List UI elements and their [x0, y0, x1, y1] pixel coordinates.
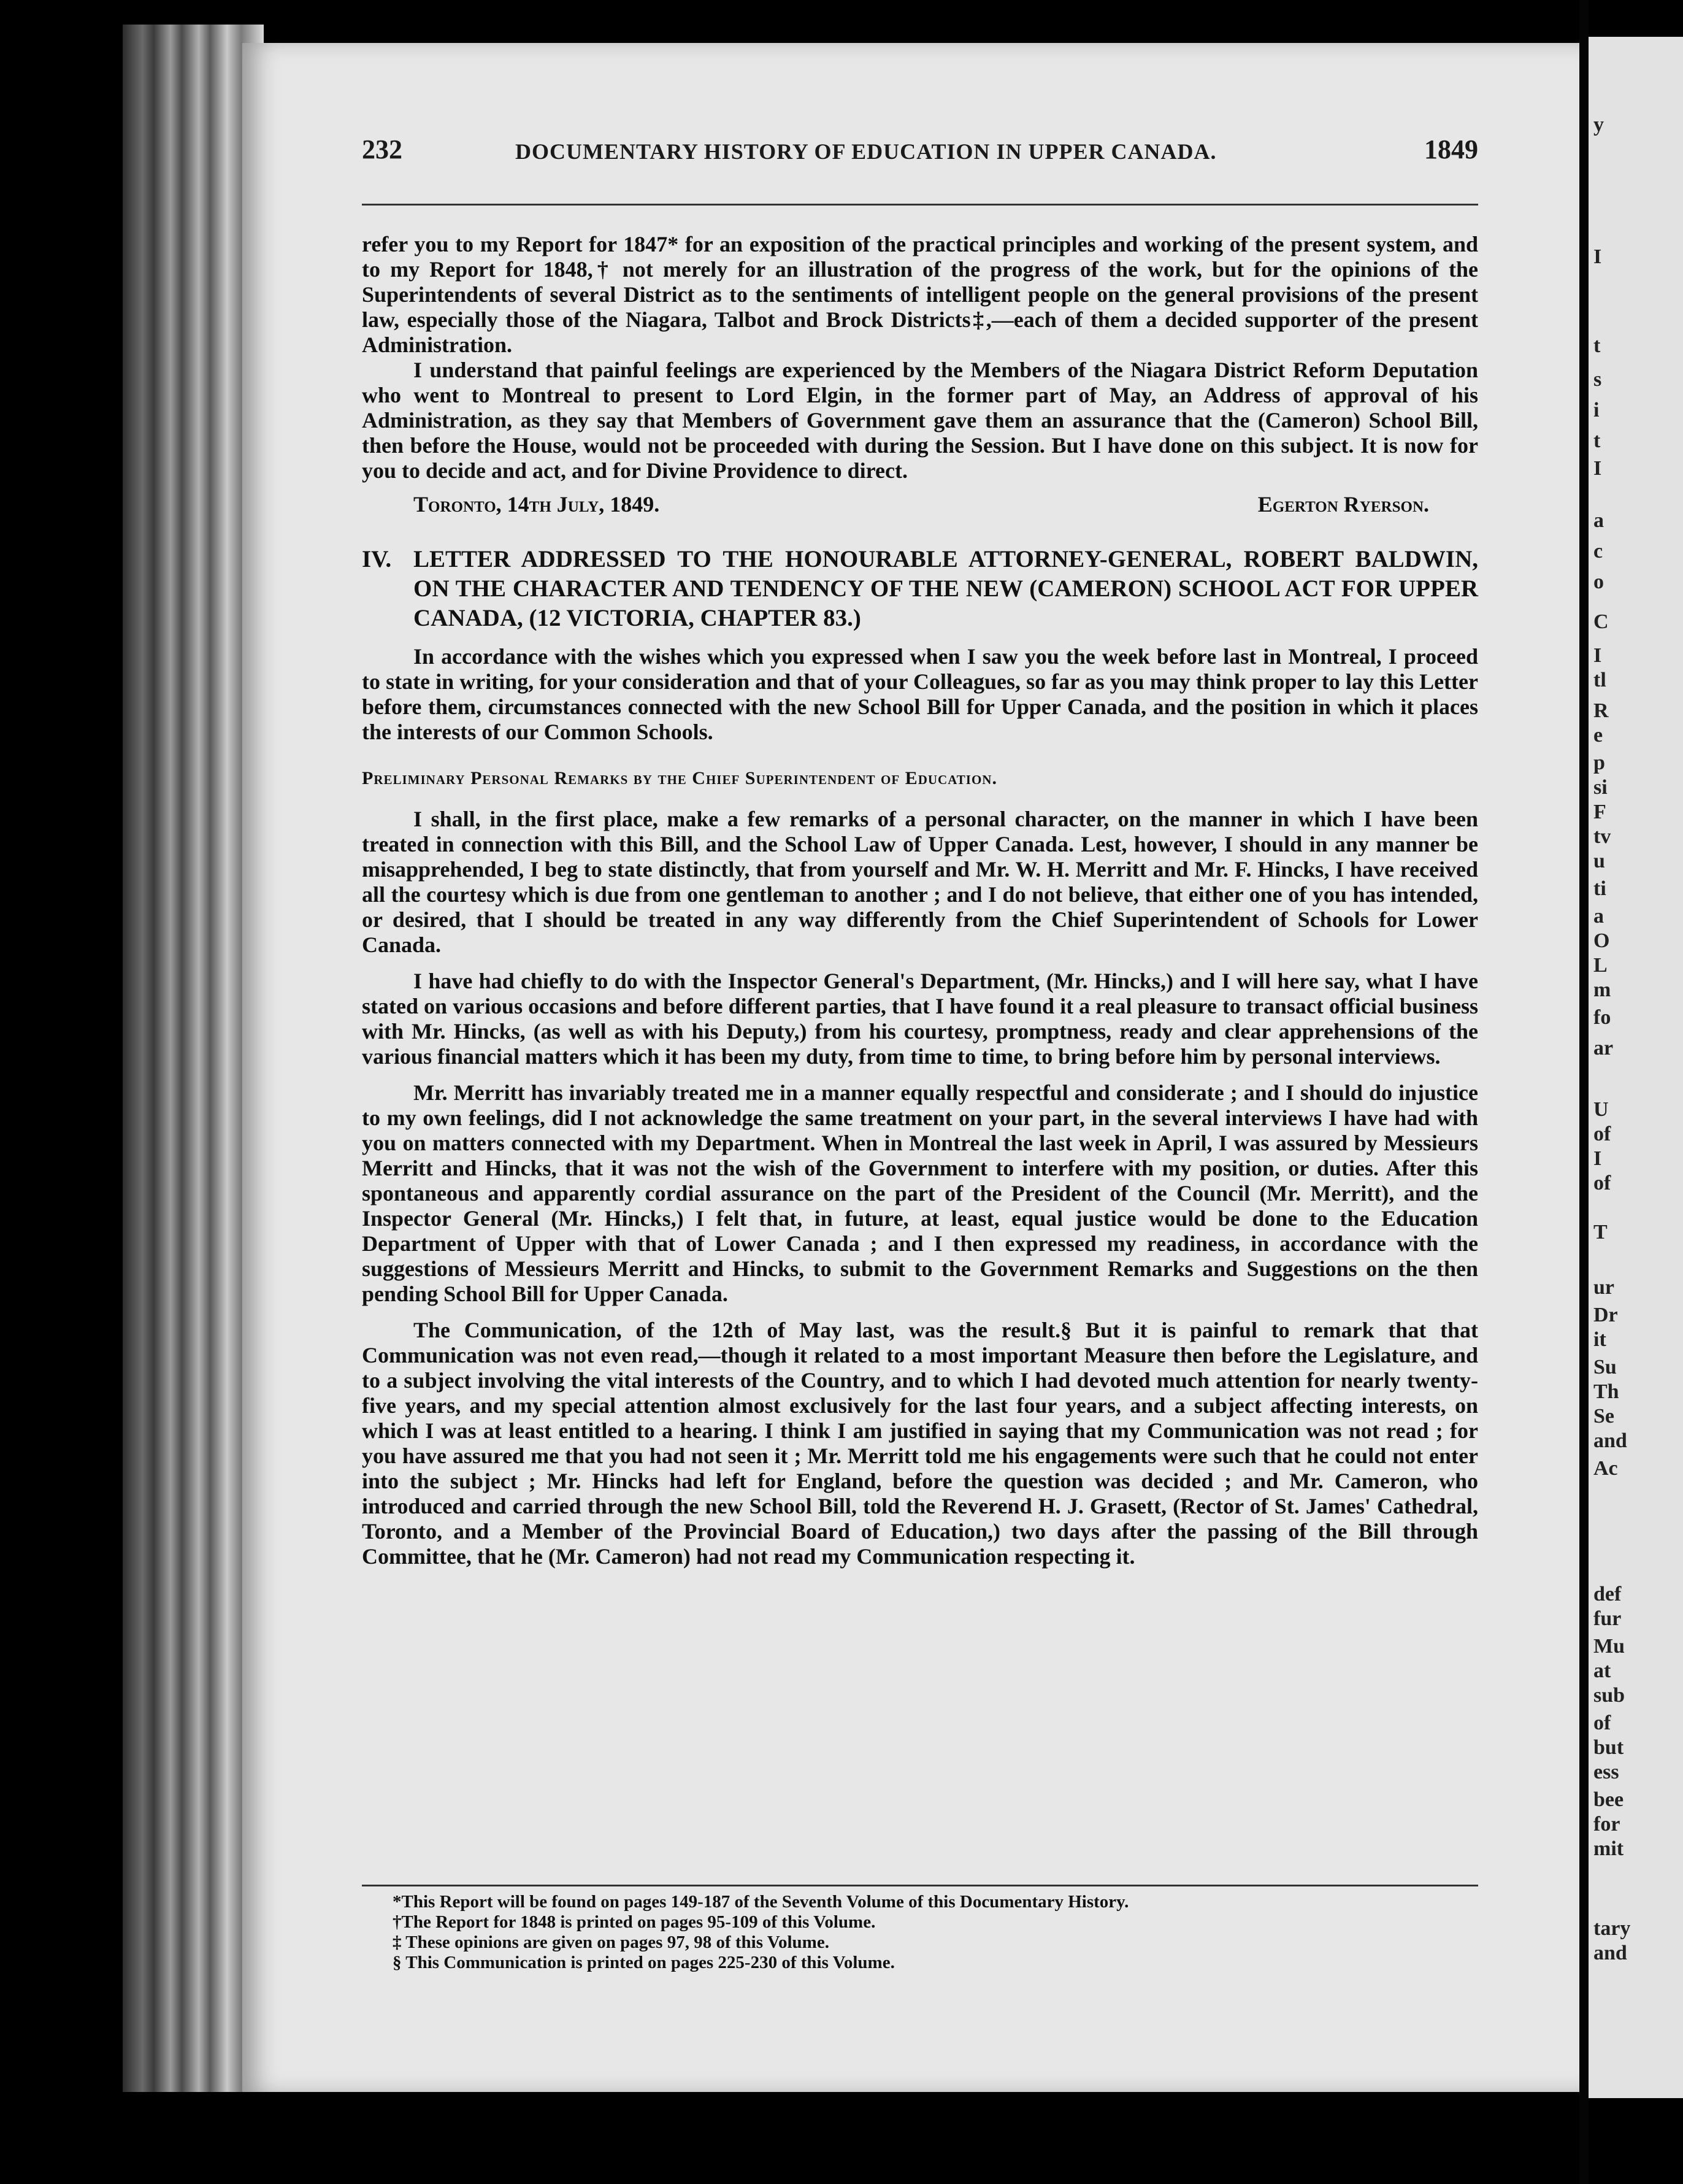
adjacent-page-fragment: e: [1593, 724, 1603, 747]
paragraph: I have had chiefly to do with the Inspector General's Department, (Mr. Hincks,) and I will here say, what I have stated on various occasions and before different parties, that I have found it a real pleasure to transact official business with Mr. Hincks, (as well as with his Deputy,) from his courtesy, promptness, ready and clear apprehensions of the various financial matters which it has been my duty, from time to time, to bring before him by personal interviews.: [362, 969, 1478, 1069]
paragraph: The Communication, of the 12th of May last, was the result.§ But it is painful to remark that that Communication was not even read,—though it related to a most important Measure then before the Legislature, and to a subject involving the vital interests of the Country, and to which I had devoted much attention for nearly twenty-five years, and my special attention almost exclusively for the last four years, and a subject affecting interests, on which I was at least entitled to a hearing. I think I am justified in saying that my Communication was not read ; for you have assured me that you had not seen it ; Mr. Merritt told me his engagements were such that he could not enter into the subject ; Mr. Hincks had left for England, before the question was decided ; and Mr. Cameron, who introduced and carried through the new School Bill, told the Reverend H. J. Grasett, (Rector of St. James' Cathedral, Toronto, and a Member of the Provincial Board of Education,) two days after the passing of the Bill through Committee, that he (Mr. Cameron) had not read my Communication respecting it.: [362, 1318, 1478, 1569]
place-date: Toronto, 14th July, 1849.: [413, 492, 660, 517]
adjacent-page-fragment: it: [1593, 1328, 1606, 1351]
footnote: § This Communication is printed on pages 225-230 of this Volume.: [393, 1953, 895, 1972]
running-head: [362, 134, 1478, 177]
adjacent-page-fragment: o: [1593, 571, 1604, 593]
adjacent-page-fragment: I: [1593, 457, 1602, 480]
adjacent-page-fragment: R: [1593, 699, 1609, 722]
adjacent-page-fragment: tv: [1593, 825, 1611, 848]
adjacent-page-fragment: T: [1593, 1221, 1608, 1244]
page-body: [362, 232, 1478, 1569]
adjacent-page-fragment: Th: [1593, 1380, 1619, 1403]
adjacent-page: [1589, 37, 1683, 2098]
footnote: *This Report will be found on pages 149-187 of the Seventh Volume of this Documentary History.: [393, 1892, 1129, 1912]
running-year: 1849: [1424, 134, 1478, 164]
adjacent-page-fragment: L: [1593, 954, 1608, 977]
paragraph: I understand that painful feelings are experienced by the Members of the Niagara District Reform Deputation who went to Montreal to present to Lord Elgin, in the former part of May, an Address of approval of his Administration, as they say that Members of Government gave them an assurance that the (Cameron) School Bill, then before the House, would not be proceeded with during the Session. But I have done on this subject. It is now for you to decide and act, and for Divine Providence to direct.: [362, 358, 1478, 483]
adjacent-page-fragment: tl: [1593, 669, 1606, 691]
adjacent-page-fragment: tary: [1593, 1917, 1631, 1940]
adjacent-page-fragment: def: [1593, 1583, 1622, 1605]
adjacent-page-fragment: F: [1593, 801, 1606, 823]
subheading: Preliminary Personal Remarks by the Chief Superintendent of Education.: [362, 768, 997, 788]
adjacent-page-fragment: ti: [1593, 877, 1606, 900]
adjacent-page-fragment: a: [1593, 509, 1604, 532]
adjacent-page-fragment: fo: [1593, 1006, 1611, 1029]
adjacent-page-fragment: U: [1593, 1098, 1609, 1121]
paragraph: Mr. Merritt has invariably treated me in a manner equally respectful and considerate ; and I should do injustice to my own feelings, did I not acknowledge the same treatment on your part, in the several interviews I have had with you on matters connected with my Department. When in Montreal the last week in April, I was assured by Messieurs Merritt and Hincks, that it was not the wish of the Government to interfere with my position, or duties. After this spontaneous and apparently cordial assurance on the part of the President of the Council (Mr. Merritt), and the Inspector General (Mr. Hincks,) I felt that, in future, at least, equal justice would be done to the Education Department of Upper with that of Lower Canada ; and I then expressed my readiness, in accordance with the suggestions of Messieurs Merritt and Hincks, to submit to the Government Remarks and Suggestions on the then pending School Bill for Upper Canada.: [362, 1080, 1478, 1306]
paragraph: refer you to my Report for 1847* for an exposition of the practical principles and working of the present system, and to my Report for 1848,† not merely for an illustration of the progress of the work, but for the opinions of the Superintendents of several District as to the sentiments of intelligent people on the general provisions of the present law, especially those of the Niagara, Talbot and Brock Districts‡,—each of them a decided supporter of the present Administration.: [362, 232, 1478, 357]
footnote: †The Report for 1848 is printed on pages 95-109 of this Volume.: [393, 1912, 876, 1932]
adjacent-page-fragment: m: [1593, 979, 1611, 1001]
adjacent-page-fragment: s: [1593, 368, 1602, 391]
adjacent-page-fragment: I: [1593, 245, 1602, 268]
adjacent-page-fragment: I: [1593, 1147, 1602, 1170]
paragraph: I shall, in the first place, make a few remarks of a personal character, on the manner in which I have been treated in connection with this Bill, and the School Law of Upper Canada. Lest, however, I should in any manner be misapprehended, I beg to state distinctly, that from yourself and Mr. W. H. Merritt and Mr. F. Hincks, I have received all the courtesy which is due from one gentleman to another ; and I do not believe, that either one of you has intended, or desired, that I should be treated in any way differently from the Chief Superintendent of Schools for Lower Canada.: [362, 807, 1478, 957]
adjacent-page-fragment: sub: [1593, 1684, 1625, 1707]
adjacent-page-fragment: Se: [1593, 1405, 1614, 1428]
adjacent-page-fragment: a: [1593, 905, 1604, 928]
adjacent-page-fragment: bee: [1593, 1788, 1624, 1811]
adjacent-page-fragment: O: [1593, 929, 1610, 952]
adjacent-page-fragment: of: [1593, 1172, 1611, 1194]
adjacent-page-fragment: si: [1593, 776, 1608, 799]
section-heading: [362, 545, 1478, 633]
adjacent-page-fragment: Mu: [1593, 1635, 1625, 1658]
adjacent-page-fragment: i: [1593, 399, 1600, 421]
adjacent-page-fragment: Su: [1593, 1356, 1617, 1378]
adjacent-page-fragment: p: [1593, 752, 1605, 774]
header-rule: [362, 204, 1478, 206]
adjacent-page-fragment: ur: [1593, 1276, 1614, 1299]
page-number: 232: [362, 134, 402, 164]
adjacent-page-fragment: C: [1593, 610, 1609, 633]
adjacent-page-fragment: of: [1593, 1712, 1611, 1734]
paragraph: In accordance with the wishes which you expressed when I saw you the week before last in Montreal, I proceed to state in writing, for your consideration and that of your Colleagues, so far as you may think proper to lay this Letter before them, circumstances connected with the new School Bill for Upper Canada, and the position in which it places the interests of our Common Schools.: [362, 644, 1478, 744]
adjacent-page-fragment: mit: [1593, 1837, 1624, 1860]
adjacent-page-fragment: t: [1593, 429, 1601, 452]
signature: Egerton Ryerson.: [1257, 492, 1429, 517]
adjacent-page-fragment: and: [1593, 1429, 1627, 1452]
footnote-rule: [362, 1885, 1478, 1886]
adjacent-page-fragment: at: [1593, 1659, 1611, 1682]
adjacent-page-fragment: ess: [1593, 1761, 1619, 1783]
footnote: ‡ These opinions are given on pages 97, 98 of this Volume.: [393, 1932, 829, 1952]
adjacent-page-fragment: I: [1593, 644, 1602, 667]
adjacent-page-fragment: ar: [1593, 1037, 1614, 1059]
adjacent-page-fragment: u: [1593, 850, 1605, 872]
adjacent-page-fragment: t: [1593, 334, 1601, 357]
adjacent-page-fragment: and: [1593, 1942, 1627, 1964]
adjacent-page-fragment: fur: [1593, 1607, 1622, 1630]
section-numeral: IV.: [362, 546, 392, 572]
page-gutter: [1579, 0, 1589, 2184]
running-title: DOCUMENTARY HISTORY OF EDUCATION IN UPPER CANADA.: [515, 139, 1217, 164]
adjacent-page-fragment: of: [1593, 1123, 1611, 1145]
adjacent-page-fragment: Ac: [1593, 1457, 1618, 1480]
adjacent-page-fragment: y: [1593, 113, 1604, 136]
footnotes: [393, 1892, 1472, 1973]
adjacent-page-fragment: c: [1593, 540, 1603, 563]
adjacent-page-fragment: Dr: [1593, 1304, 1618, 1326]
section-title: LETTER ADDRESSED TO THE HONOURABLE ATTORNEY-GENERAL, ROBERT BALDWIN, ON THE CHARACTER AND TENDENCY OF THE NEW (CAMERON) SCHOOL ACT FOR UPPER CANADA, (12 VICTORIA, CHAPTER 83.): [413, 546, 1478, 631]
adjacent-page-fragment: for: [1593, 1813, 1620, 1836]
adjacent-page-fragment: but: [1593, 1736, 1624, 1759]
dateline-signature: [362, 487, 1478, 519]
